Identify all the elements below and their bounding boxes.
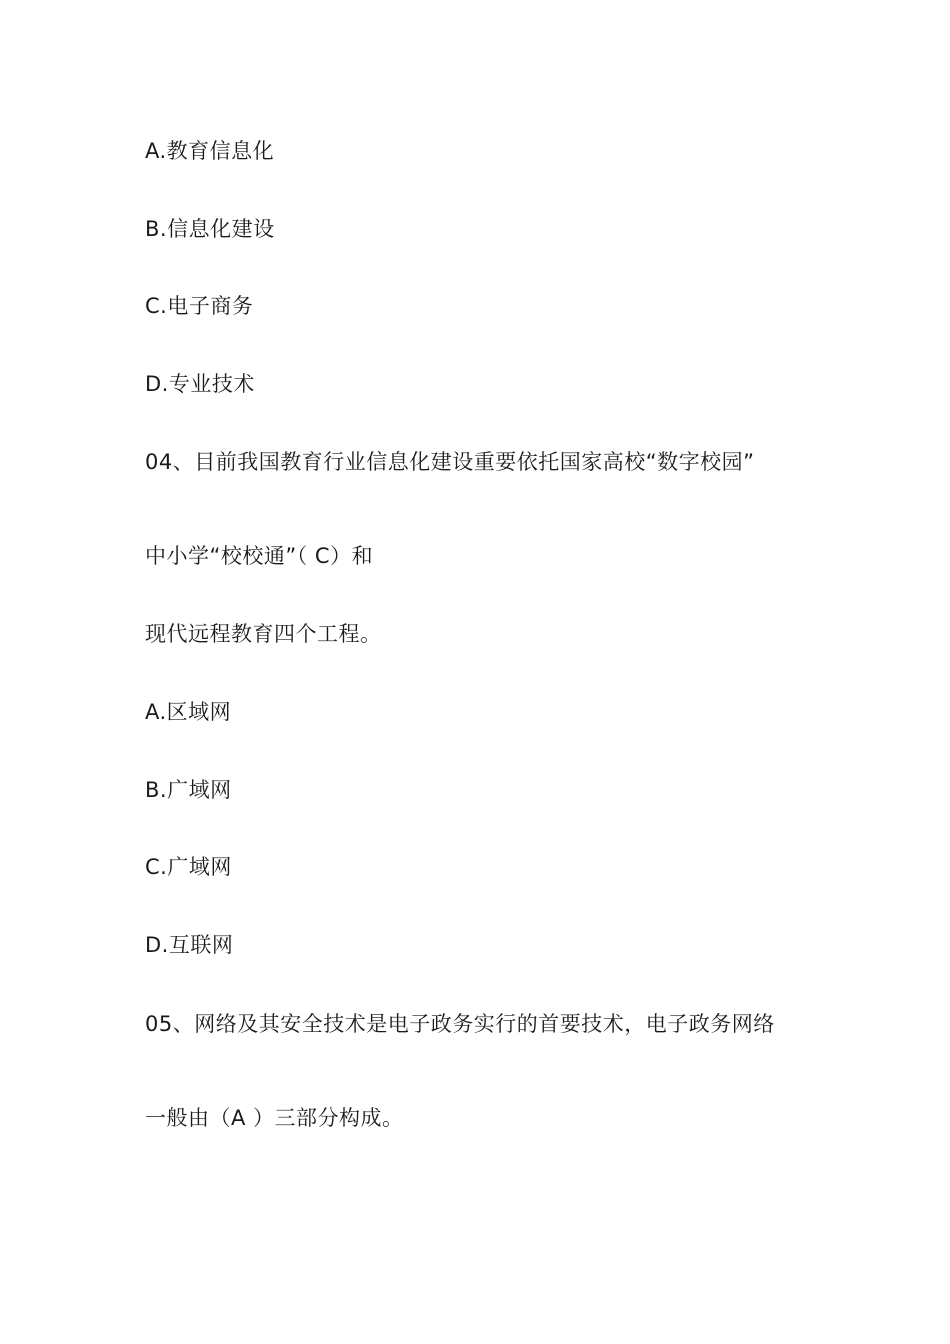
q4-option-d: D.互联网 <box>145 933 234 957</box>
q5-stem-line-1: 05、网络及其安全技术是电子政务实行的首要技术，电子政务网络 <box>145 1012 775 1036</box>
q4-option-c: C.广域网 <box>145 855 232 879</box>
q3-option-c: C.电子商务 <box>145 294 254 318</box>
q4-stem-line-1: 04、目前我国教育行业信息化建设重要依托国家高校“数字校园” <box>145 450 755 474</box>
q3-option-d: D.专业技术 <box>145 372 255 396</box>
q4-option-b: B.广域网 <box>145 778 232 802</box>
q4-option-a: A.区域网 <box>145 700 232 724</box>
q4-stem-line-3: 现代远程教育四个工程。 <box>145 622 382 646</box>
q4-stem-line-2: 中小学“校校通”（ C）和 <box>145 544 374 568</box>
q5-stem-line-2: 一般由（A ）三部分构成。 <box>145 1106 404 1130</box>
q3-option-b: B.信息化建设 <box>145 217 275 241</box>
q3-option-a: A.教育信息化 <box>145 139 275 163</box>
